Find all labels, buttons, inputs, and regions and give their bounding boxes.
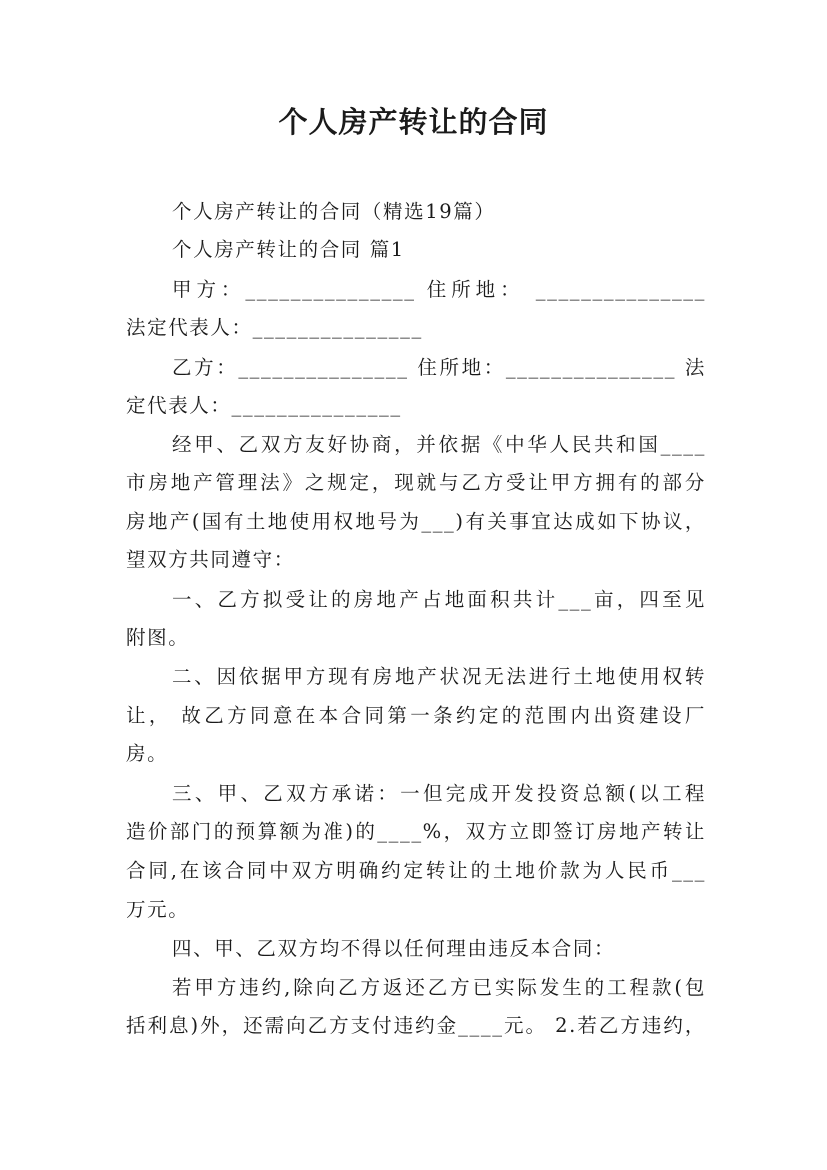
clause-3-line: 三、甲、乙双方承诺：一但完成开发投资总额(以工程: [172, 782, 706, 805]
clause-3-line: 造价部门的预算额为准)的____%，双方立即签订房地产转让: [126, 820, 706, 843]
party-a-line: 甲方：_______________ 住所地： _______________: [172, 278, 706, 301]
clause-2-line: 二、因依据甲方现有房地产状况无法进行土地使用权转: [172, 665, 706, 688]
clause-3-line: 合同,在该合同中双方明确约定转让的土地价款为人民币___: [126, 859, 706, 882]
subtitle-line: 个人房产转让的合同（精选19篇）: [172, 200, 496, 223]
clause-2-line: 让， 故乙方同意在本合同第一条约定的范围内出资建设厂: [126, 704, 706, 727]
clause-1-line: 一、乙方拟受让的房地产占地面积共计___亩，四至见: [172, 588, 706, 611]
paragraph-line: 经甲、乙双方友好协商，并依据《中华人民共和国____: [172, 433, 706, 456]
party-a-representative: 法定代表人：_______________: [126, 316, 423, 339]
paragraph-line: 房地产(国有土地使用权地号为___)有关事宜达成如下协议，: [126, 510, 706, 533]
party-b-line: 乙方：_______________ 住所地：_______________ 法: [172, 356, 706, 379]
clause-2-line: 房。: [126, 742, 169, 765]
clause-4-line: 若甲方违约,除向乙方返还乙方已实际发生的工程款(包: [172, 976, 706, 999]
clause-4-line: 括利息)外，还需向乙方支付违约金____元。 2.若乙方违约，: [126, 1014, 706, 1037]
paragraph-line: 望双方共同遵守：: [126, 548, 295, 571]
clause-3-line: 万元。: [126, 898, 190, 921]
document-title: 个人房产转让的合同: [278, 105, 549, 139]
party-b-representative: 定代表人：_______________: [126, 394, 402, 417]
clause-4-line: 四、甲、乙双方均不得以任何理由违反本合同：: [172, 937, 616, 960]
paragraph-line: 市房地产管理法》之规定，现就与乙方受让甲方拥有的部分: [126, 471, 706, 494]
clause-1-line: 附图。: [126, 626, 190, 649]
section-heading: 个人房产转让的合同 篇1: [172, 238, 405, 261]
